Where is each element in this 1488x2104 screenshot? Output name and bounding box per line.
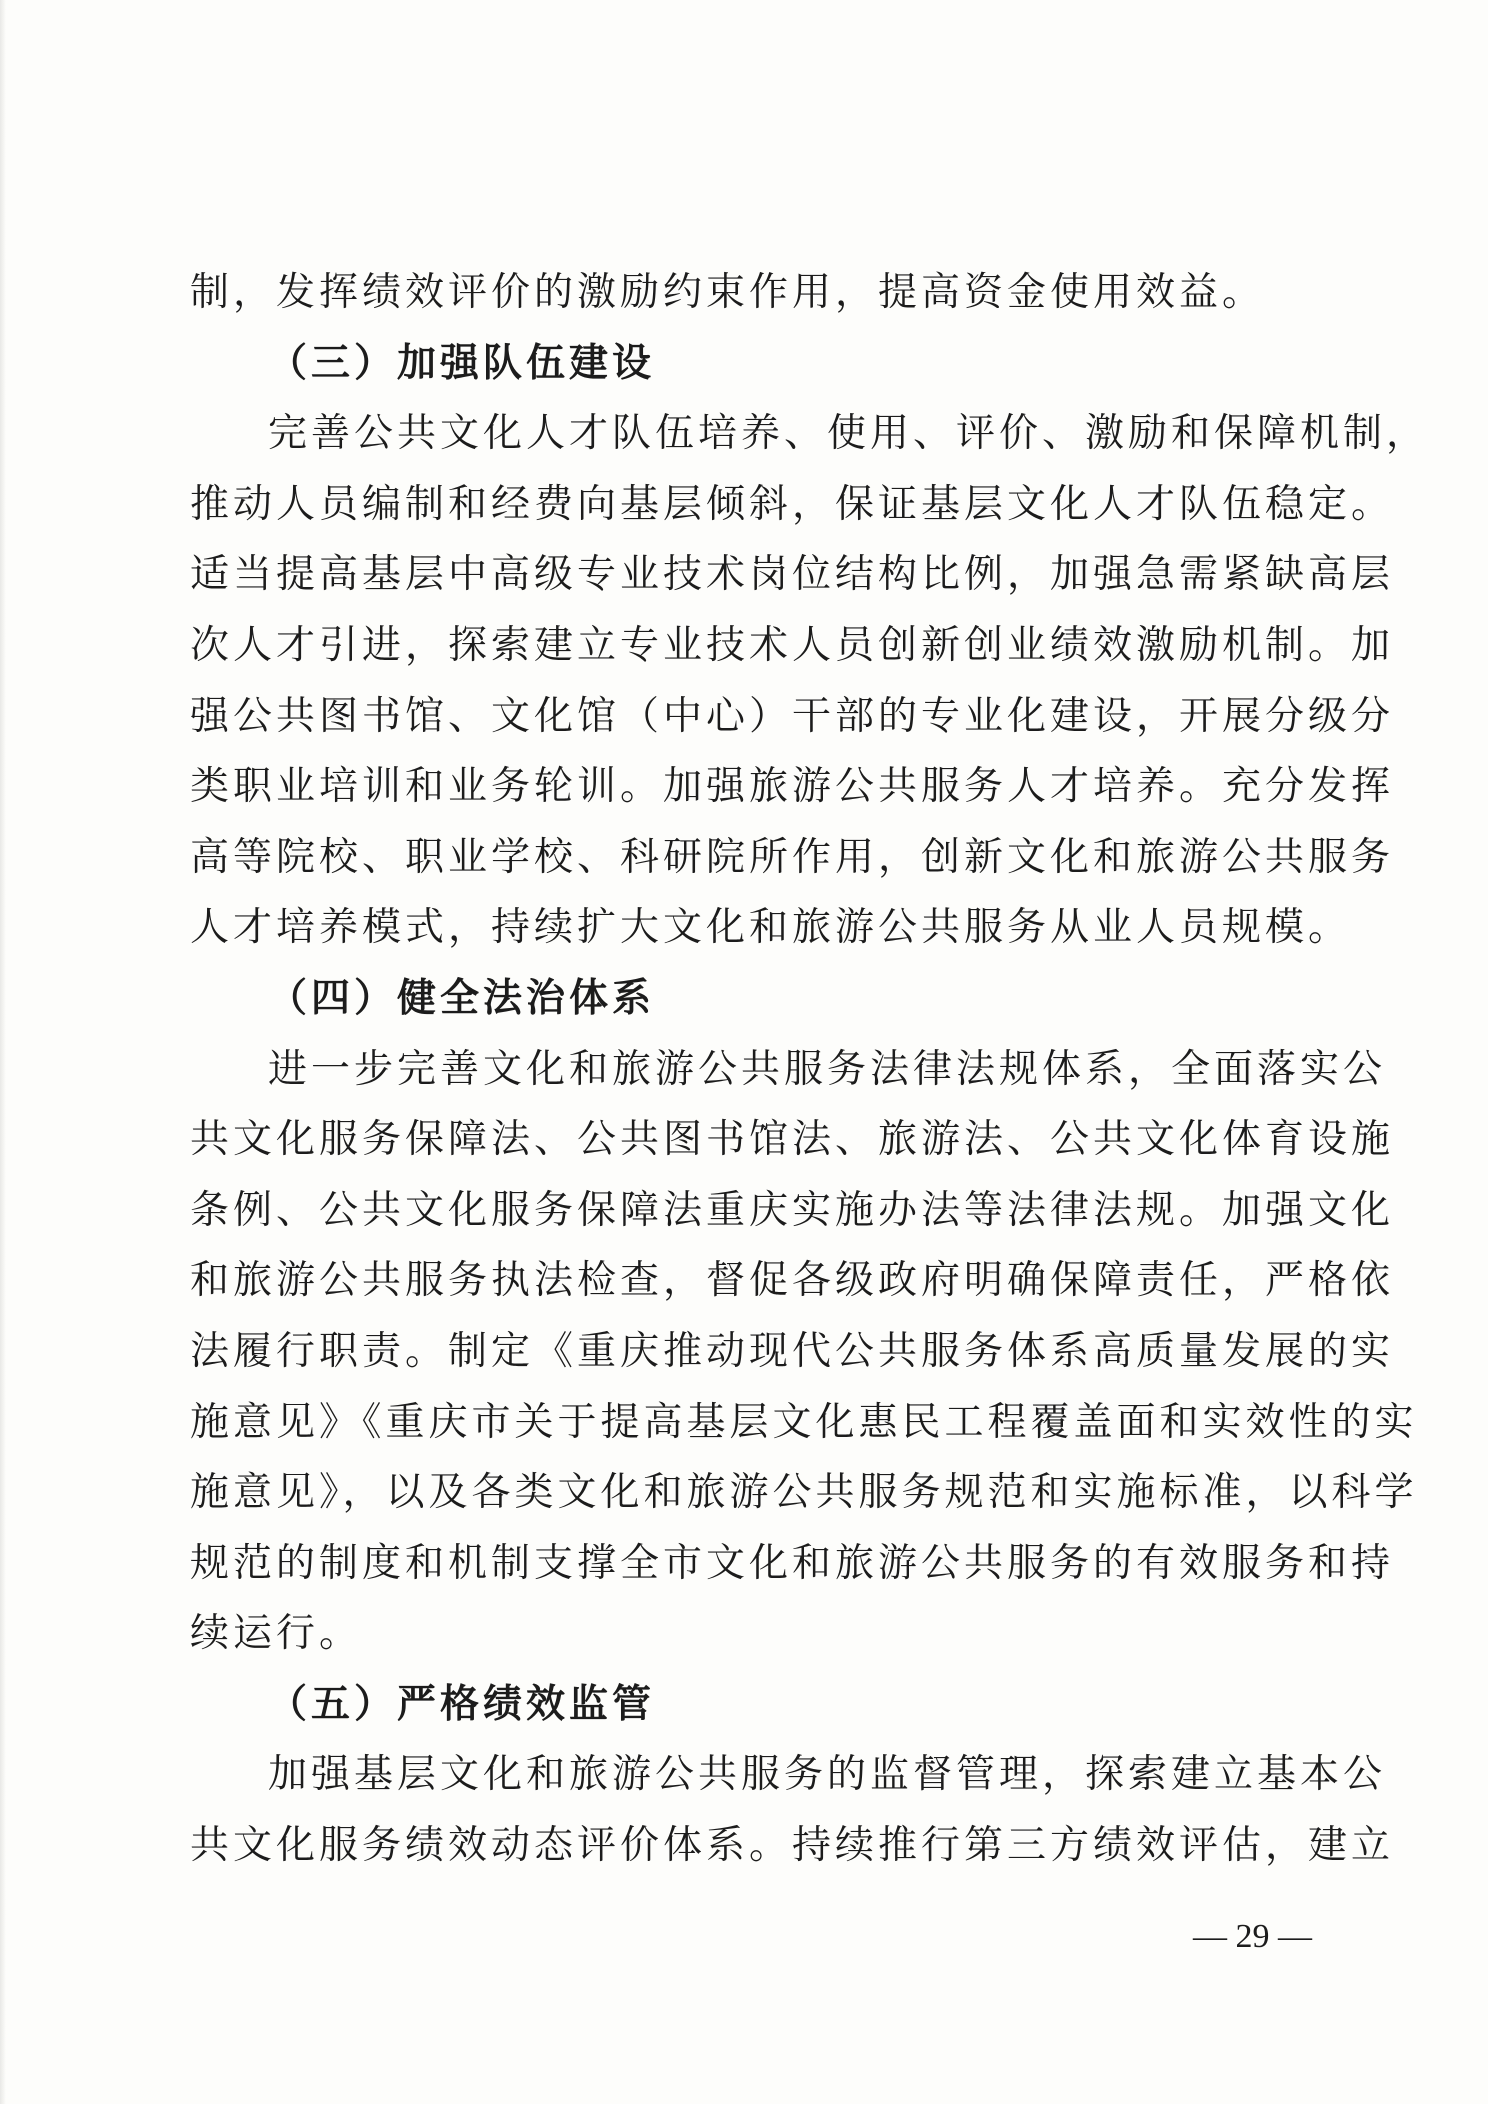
paragraph-line: 施意见》，以及各类文化和旅游公共服务规范和实施标准，以科学 (190, 1470, 1418, 1516)
paragraph-line: 条例、公共文化服务保障法重庆实施办法等法律法规。加强文化 (190, 1187, 1395, 1233)
paragraph-line: 完善公共文化人才队伍培养、使用、评价、激励和保障机制， (268, 411, 1430, 457)
paragraph-line: 人才培养模式，持续扩大文化和旅游公共服务从业人员规模。 (190, 905, 1352, 951)
page-number: — 29 — (1193, 1918, 1312, 1955)
paragraph-line: 类职业培训和业务轮训。加强旅游公共服务人才培养。充分发挥 (190, 764, 1395, 810)
paragraph-line: 规范的制度和机制支撑全市文化和旅游公共服务的有效服务和持 (190, 1540, 1395, 1586)
paragraph-line: 适当提高基层中高级专业技术岗位结构比例，加强急需紧缺高层 (190, 552, 1395, 598)
paragraph-line: 加强基层文化和旅游公共服务的监督管理，探索建立基本公 (268, 1752, 1387, 1798)
document-body (190, 258, 1430, 1882)
paragraph-line: 共文化服务绩效动态评价体系。持续推行第三方绩效评估，建立 (190, 1823, 1395, 1869)
paragraph-line: 法履行职责。制定《重庆推动现代公共服务体系高质量发展的实 (190, 1328, 1395, 1374)
paragraph-line: 进一步完善文化和旅游公共服务法律法规体系，全面落实公 (268, 1046, 1387, 1092)
paragraph-line: 续运行。 (190, 1611, 363, 1657)
scan-edge-shadow (0, 0, 6, 2104)
paragraph-line: 强公共图书馆、文化馆（中心）干部的专业化建设，开展分级分 (190, 693, 1395, 739)
paragraph-line: 和旅游公共服务执法检查，督促各级政府明确保障责任，严格依 (190, 1258, 1395, 1304)
section-heading-5: （五）严格绩效监管 (268, 1681, 656, 1727)
paragraph-line: 施意见》《重庆市关于提高基层文化惠民工程覆盖面和实效性的实 (190, 1399, 1418, 1445)
paragraph-line: 高等院校、职业学校、科研院所作用，创新文化和旅游公共服务 (190, 834, 1395, 880)
paragraph-line: 共文化服务保障法、公共图书馆法、旅游法、公共文化体育设施 (190, 1117, 1395, 1163)
section-heading-4: （四）健全法治体系 (268, 975, 656, 1021)
paragraph-line: 次人才引进，探索建立专业技术人员创新创业绩效激励机制。加 (190, 622, 1395, 668)
paragraph-line: 推动人员编制和经费向基层倾斜，保证基层文化人才队伍稳定。 (190, 481, 1395, 527)
section-heading-3: （三）加强队伍建设 (268, 340, 656, 386)
paragraph-line: 制，发挥绩效评价的激励约束作用，提高资金使用效益。 (190, 270, 1266, 315)
